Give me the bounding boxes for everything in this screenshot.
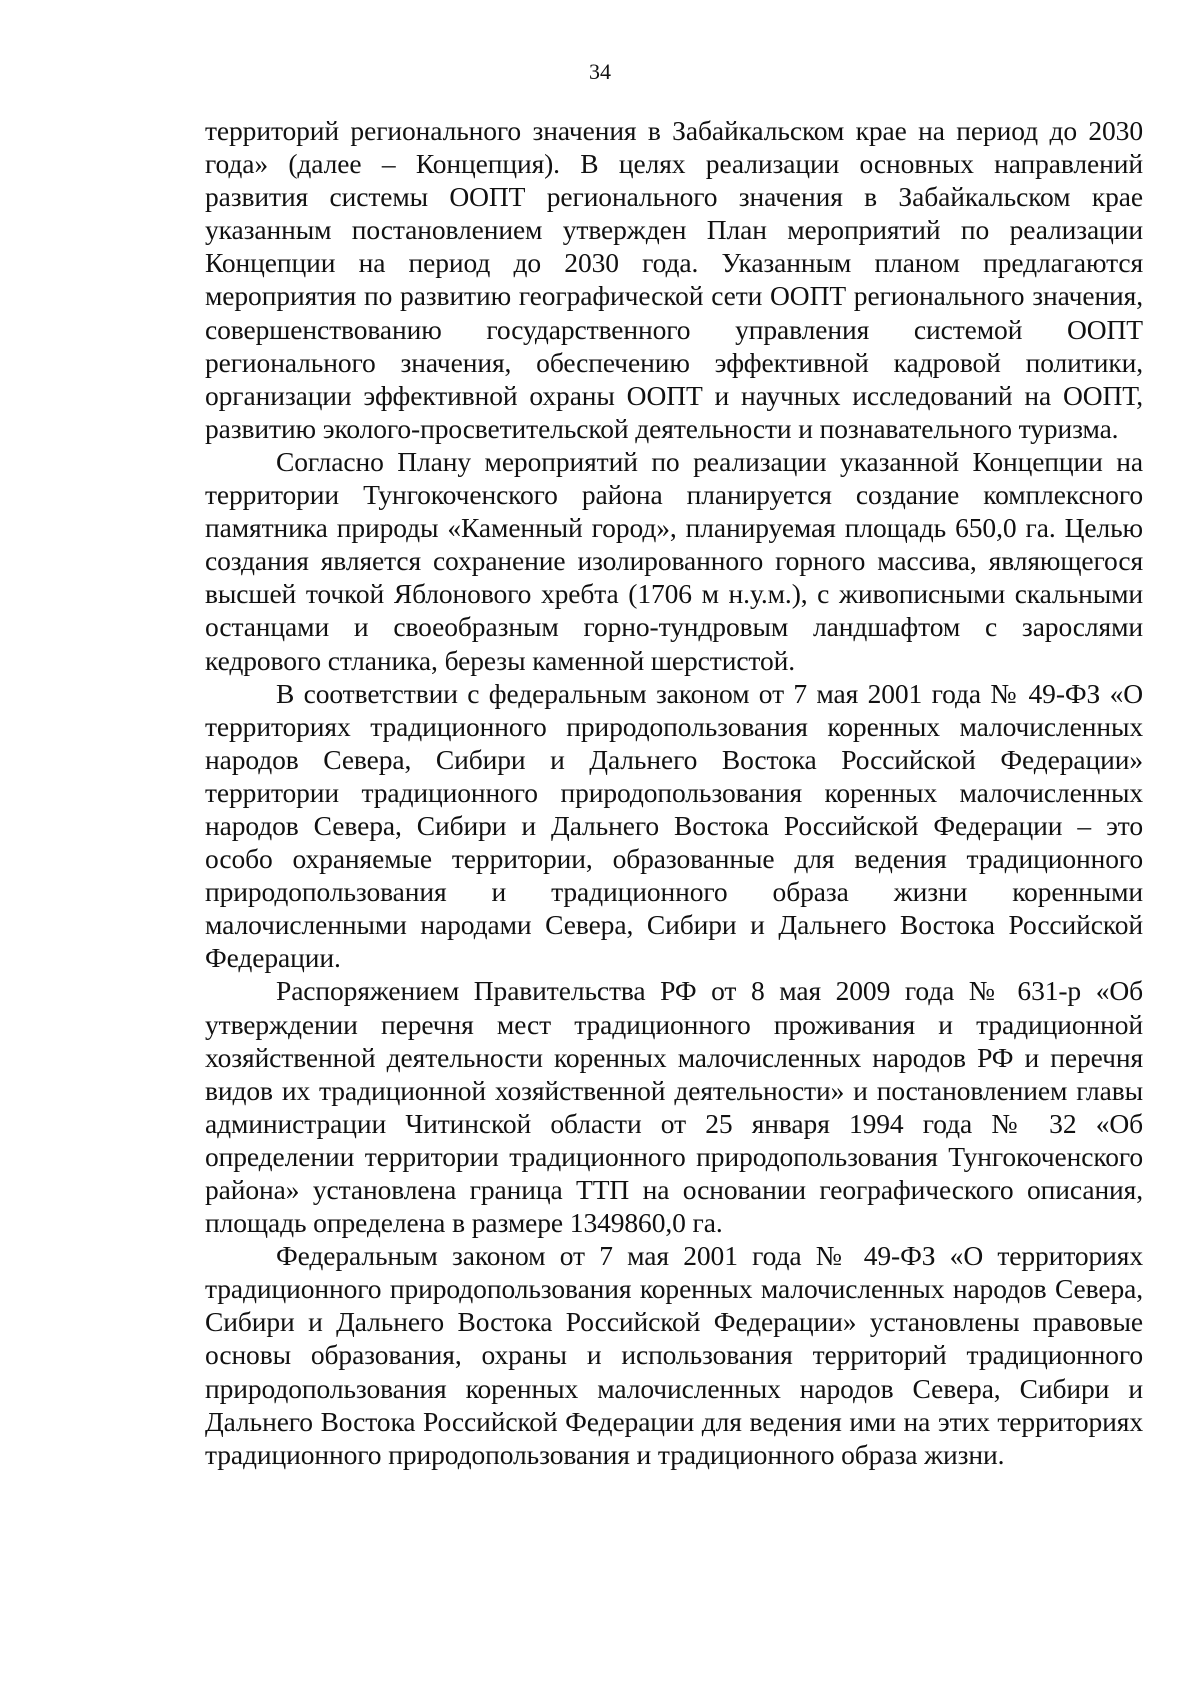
- paragraph-1: территорий регионального значения в Забайкальском крае на период до 2030 года» (далее – Концепция). В целях реализации основных направлений развития системы ООПТ регионального значения в Забайкальском крае указанным постановлением утвержден План мероприятий по реализации Концепции на период до 2030 года. Указанным планом предлагаются мероприятия по развитию географической сети ООПТ регионального значения, совершенствованию государственного управления системой ООПТ регионального значения, обеспечению эффективной кадровой политики, организации эффективной охраны ООПТ и научных исследований на ООПТ, развитию эколого-просветительской деятельности и познавательного туризма.: [205, 115, 1143, 444]
- document-body: [205, 114, 1143, 1471]
- paragraph-5: Федеральным законом от 7 мая 2001 года № 49-ФЗ «О территориях традиционного природопользования коренных малочисленных народов Севера, Сибири и Дальнего Востока Российской Федерации» установлены правовые основы образования, охраны и использования территорий традиционного природопользования коренных малочисленных народов Севера, Сибири и Дальнего Востока Российской Федерации для ведения ими на этих территориях традиционного природопользования и традиционного образа жизни.: [205, 1240, 1143, 1470]
- paragraph-2: Согласно Плану мероприятий по реализации указанной Концепции на территории Тунгокоченского района планируется создание комплексного памятника природы «Каменный город», планируемая площадь 650,0 га. Целью создания является сохранение изолированного горного массива, являющегося высшей точкой Яблонового хребта (1706 м н.у.м.), с живописными скальными останцами и своеобразным горно-тундровым ландшафтом с зарослями кедрового стланика, березы каменной шерстистой.: [205, 445, 1143, 676]
- page-number: 34: [589, 59, 611, 84]
- paragraph-3: В соответствии с федеральным законом от 7 мая 2001 года № 49-ФЗ «О территориях традиционного природопользования коренных малочисленных народов Севера, Сибири и Дальнего Востока Российской Федерации» территории традиционного природопользования коренных малочисленных народов Севера, Сибири и Дальнего Востока Российской Федерации – это особо охраняемые территории, образованные для ведения традиционного природопользования и традиционного образа жизни коренными малочисленными народами Севера, Сибири и Дальнего Востока Российской Федерации.: [205, 677, 1143, 974]
- paragraph-4: Распоряжением Правительства РФ от 8 мая 2009 года № 631-р «Об утверждении перечня мест традиционного проживания и традиционной хозяйственной деятельности коренных малочисленных народов РФ и перечня видов их традиционной хозяйственной деятельности» и постановлением главы администрации Читинской области от 25 января 1994 года № 32 «Об определении территории традиционного природопользования Тунгокоченского района» установлена граница ТТП на основании географического описания, площадь определена в размере 1349860,0 га.: [205, 975, 1143, 1239]
